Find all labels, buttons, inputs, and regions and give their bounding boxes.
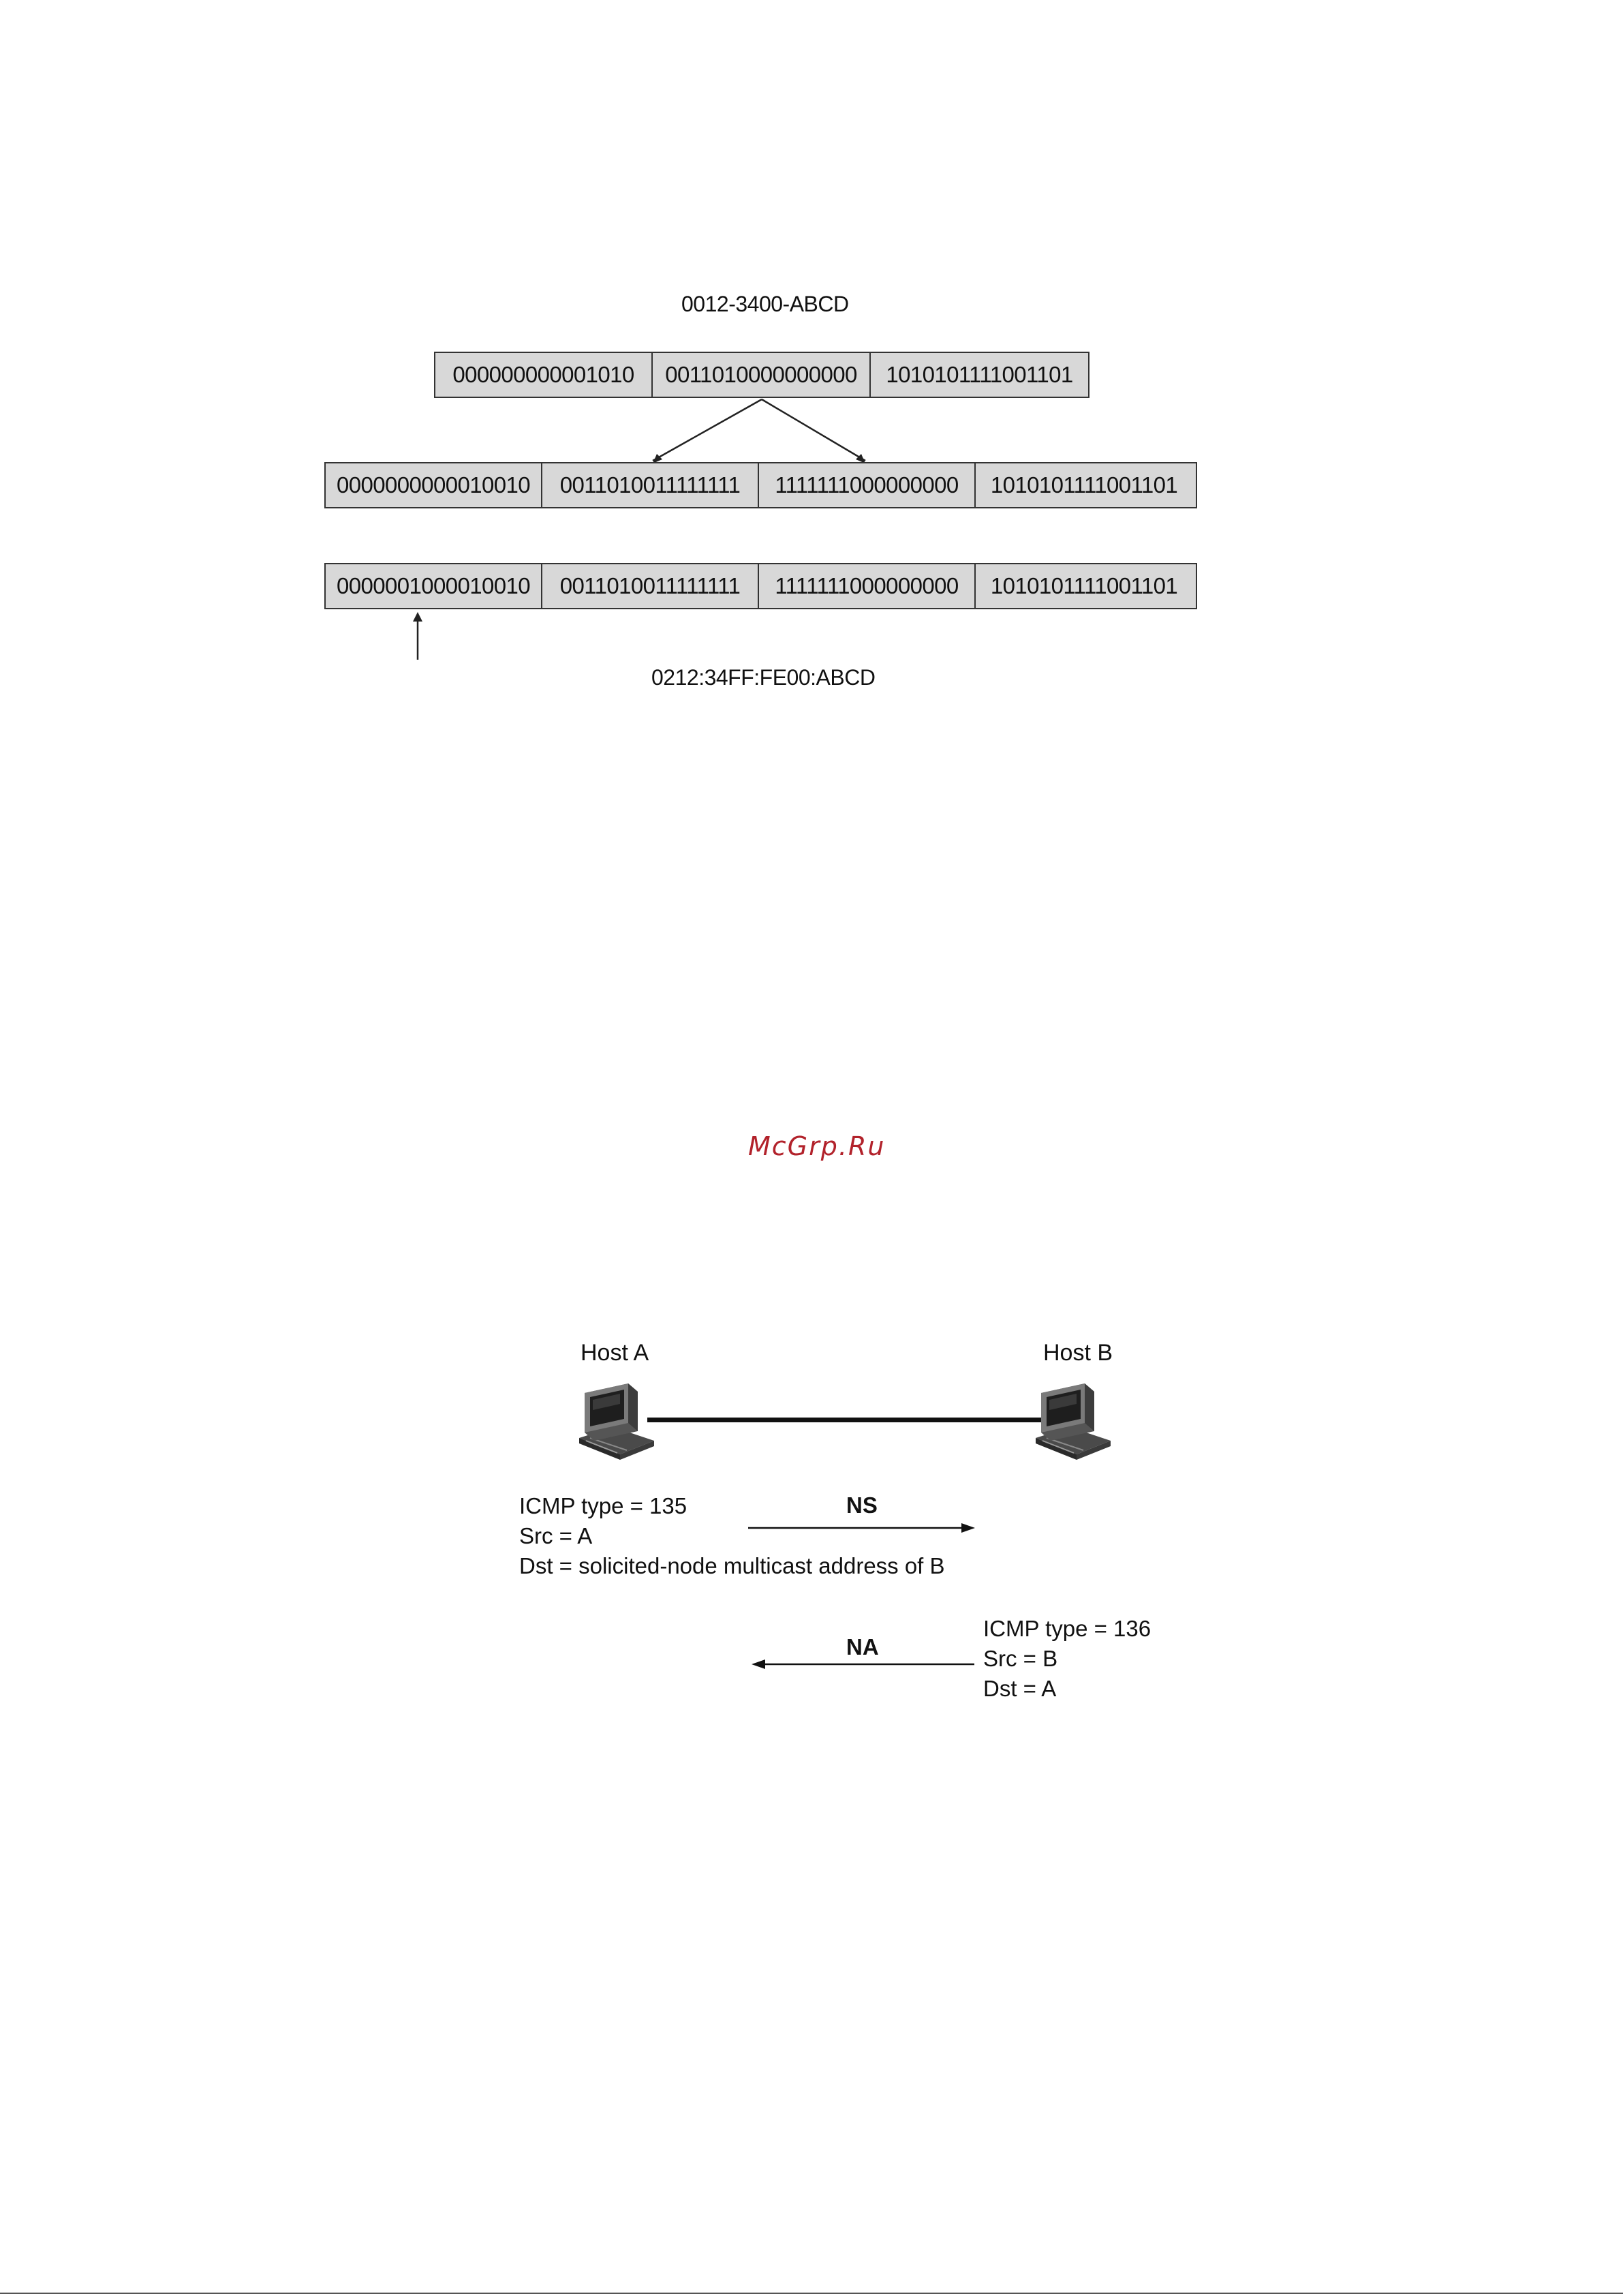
bit-cell: 1010101111001101 [990, 573, 1178, 598]
flipped-bit-arrow-icon [407, 611, 428, 661]
mac-address-caption: 0012-3400-ABCD [681, 292, 849, 316]
interface-id-caption: 0212:34FF:FE00:ABCD [651, 665, 876, 690]
watermark: McGrp.Ru [748, 1131, 886, 1161]
insert-arrows [634, 398, 879, 466]
host-b-computer-icon [1022, 1378, 1117, 1467]
bit-cell: 1010101111001101 [990, 472, 1178, 498]
host-b-label: Host B [1043, 1340, 1113, 1366]
ns-dst: Dst = solicited-node multicast address of B [519, 1553, 945, 1578]
flipped-bits-row [324, 563, 1197, 609]
ns-arrow-right-icon [748, 1520, 976, 1536]
bit-cell: 1111111000000000 [759, 463, 976, 507]
na-arrow-left-icon [751, 1656, 976, 1672]
bit-cell: 000000000001010 [435, 353, 653, 397]
host-a-computer-icon [566, 1378, 661, 1467]
na-label: NA [846, 1634, 879, 1659]
bit-cell: 1010101111001101 [886, 362, 1073, 387]
bit-cell: 0000000000010010 [326, 463, 542, 507]
ns-message-details [519, 1491, 945, 1581]
ns-icmp-type: ICMP type = 135 [519, 1493, 687, 1518]
ns-label: NS [846, 1493, 878, 1518]
inserted-bits-row [324, 462, 1197, 508]
bit-cell: 0011010011111111 [542, 463, 759, 507]
ns-src: Src = A [519, 1523, 593, 1548]
bit-cell: 0011010000000000 [653, 353, 871, 397]
mac-bits-row [434, 352, 1089, 398]
bit-cell: 0011010011111111 [542, 564, 759, 608]
na-message-details [983, 1614, 1151, 1704]
na-icmp-type: ICMP type = 136 [983, 1616, 1151, 1641]
footer-rule [0, 2293, 1623, 2294]
bit-cell: 1111111000000000 [759, 564, 976, 608]
network-link [647, 1418, 1049, 1422]
host-a-label: Host A [581, 1340, 649, 1366]
na-src: Src = B [983, 1646, 1058, 1671]
na-dst: Dst = A [983, 1676, 1057, 1701]
bit-cell: 0000001000010010 [326, 564, 542, 608]
